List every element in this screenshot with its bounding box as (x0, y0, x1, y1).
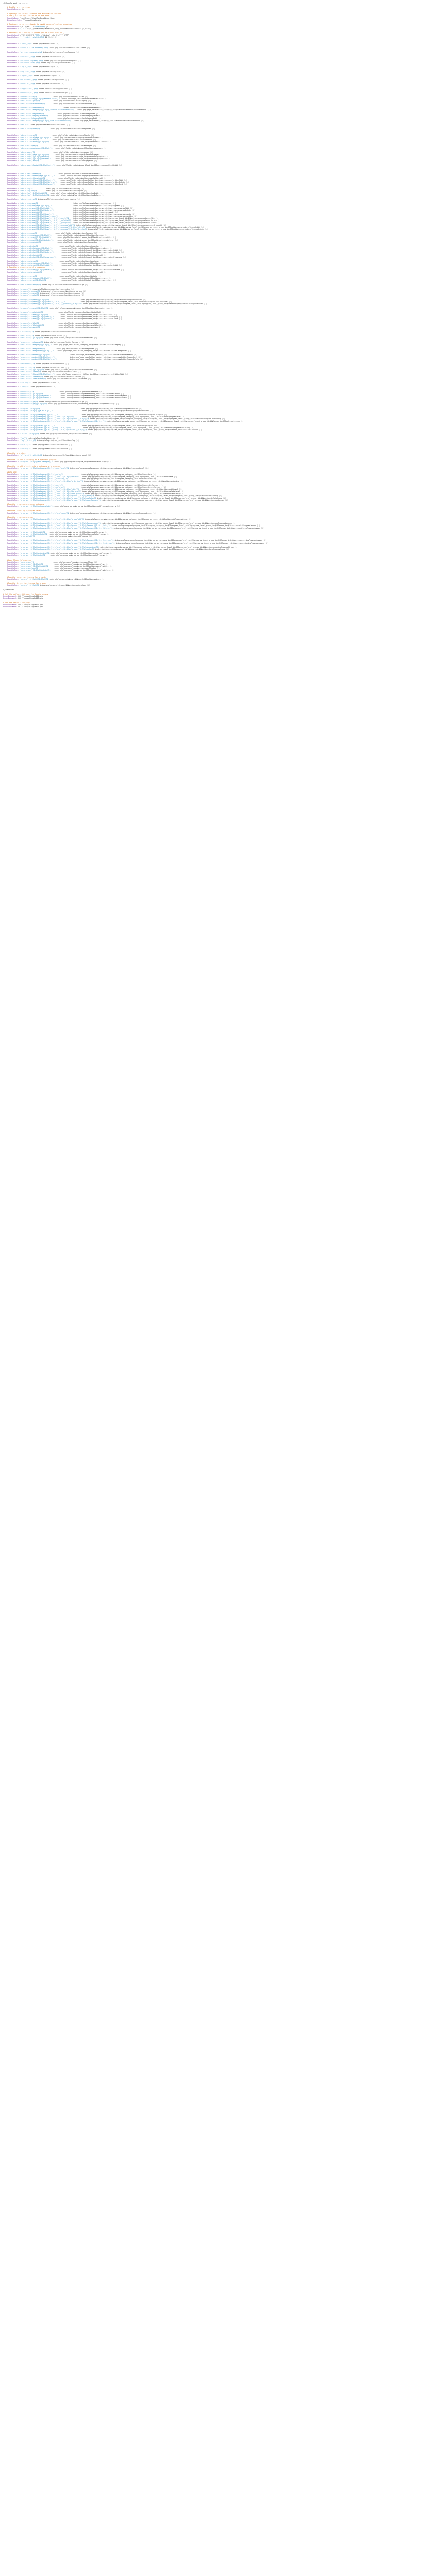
code-line: RewriteRule ^admin-categories/?$ index.php?folder=admin&action=categories [L] (7, 128, 95, 130)
code-line: RewriteRule ^admin-programs/([0-9]+)/levels/([0-9]+)/groups/add/?$ index.php?folder=admin&program_id=$1&program_level_id=$2&action=programLevelGroupAdd [L] (7, 224, 166, 226)
code-line: RewriteRule ^auditFilter/?$ index.php?action=auditFilter [L] (7, 367, 69, 369)
comment-text: #Rewrite a product (3, 452, 26, 454)
code-line: RewriteRule ^newsletter-member/([0-9]+)/delete/?$ index.php?page_newsletter_member_id=$1&action=newsletterMemberDelete [L] (7, 358, 143, 361)
code-line: RewriteRule ^admin/?$ index.php?folder=admin&action=index [L] (7, 124, 70, 126)
code-line: RewriteRule ^admin-students/add/?$ index.php?folder=admin&action=studentAdd [L] (7, 253, 107, 256)
code-line: RewriteRule ^admin-students/([0-9]+)/edit/?$ index.php?folder=admin&student_id=$1&action=studentEdit [L] (7, 249, 122, 252)
code-line: RewriteRule ^index\.php$ index.php?action=index [L] (7, 42, 60, 45)
code-line: RewriteRule ^admin-programs/([0-9]+)/levels/([0-9]+)/groups/?$ index.php?folder=admin&program_id=$1&program_level_id=$2&action=programLevelGroups [L] (7, 222, 161, 224)
comment-text: #Rewrite creating a group (3, 516, 33, 518)
comment-text: # Redirect to correct domain to avoid canonicalization problems (3, 23, 72, 26)
code-line: RewriteRule ^password-request\.php$ index.php?action=passwordRequest [L] (7, 59, 81, 62)
code-line: RewriteRule ^program-([0-9]+)/category-([0-9]+)/delete/?$ index.php?pg=program&program_id=$1&program_category_id=$2&action=deleteCategory [L] (7, 486, 166, 488)
code-line: RewriteRule ^newsletter-category/?$ index.php?action=newsletterCategory [L] (7, 341, 84, 344)
code-line: RewriteRule ^program-([0-9]+)/category-([0-9]+)/level-([0-9]+)/add-group/?$ index.php?pg=program&program_id=$1&program_category_id=$2&program_level_id=$3&action=addGroup [L] (7, 493, 185, 495)
code-line: RewriteRule ^program-([0-9]+)/level-([0-9]+)/?$ index.php?pg=program&program_id=$1&program_level_id=$2&action=programLevel [L] (7, 424, 162, 427)
code-line: RewriteRule ^admin-programs/page-([0-9]+)/?$ index.php?folder=admin&page=$1&action=programs [L] (7, 205, 124, 207)
code-line: RewriteRule ^program-([0-9]+)/category-([0-9]+)/level-([0-9]+)/group/add/?$ index.php?pg=program&program_id=$1&program_category_id=$2&program_level_id=$3&action=addProgramGroup [L] (7, 518, 192, 521)
code-line: RewriteRule ^points/([0-9]+)/([0-9]+)/?$ index.php?pg=points&year=$1&month=$2&action=points [L] (7, 578, 105, 580)
comment-text: #DATA API (3, 471, 17, 473)
code-line: RewriteRule ^instructor/?$ index.php?folder=instructor&action=index [L] (7, 330, 80, 333)
code-line: RewriteRule ^auditFilter/([0-9]+)/?$ index.php?audit_filter_id=$1&action=auditFilter [L] (7, 369, 97, 371)
code-line: RewriteRule ^newsletterFilters/([0-9]+)/edit/?$ index.php?page_newsletter_filter_id=$1&action=newsletterFilterEdit [L] (7, 373, 128, 376)
code-line: RewriteRule ^newsletter-categories/([0-9]+)/?$ index.php?page_newsletter_category_id=$1&action=newsletterCategories [L] (7, 349, 132, 352)
code-line: RewriteRule ^addNewsletterMembers/?$ index.php?action=addNewsletterMembers [L] (7, 106, 106, 109)
code-line: RewriteRule ^program-([0-9]+)/category-([0-9]+)/level-([0-9]+)/group-([0-9]+)/data/?$ index.php?pg=program&program_id=$1&program_category_id=$2&program_level_id=$3&program_level_group_id=$4&action=dataProgramGroup [L] (7, 548, 230, 550)
comment-text: #Rewrite to add a category to a specific program (3, 459, 57, 461)
code-line: RewriteRule ^admin-lessons/([0-9]+)/delete/?$ index.php?folder=admin&lesson_id=$1&action=lessonDelete [L] (7, 239, 118, 241)
code-line: RewriteRule ^login\.php$ index.php?action=login [L] (7, 66, 60, 69)
code-line: RewriteRule ^program/add/?$ index.php?pg=program&action=addProgram [L] (7, 535, 92, 538)
code-line: RewriteRule ^faq/?$ index.php?pg=faq&action=faq [L] (7, 437, 60, 439)
comment-text: #Rewrite creating a program level (3, 510, 41, 512)
comment-text: #Rewrite to add a level into a category of a program (3, 465, 61, 467)
code-line: ErrorDocument 403 /ThongAdSimple403.php (3, 597, 43, 600)
code-line: RewriteRule ^newsMembers/?$ index.php?action=newsMembers [L] (7, 362, 69, 365)
code-line: RewriteRule ^program-([0-9]+)/category-([0-9]+)/level-([0-9]+)/group-([0-9]+)/lesson/add/?$ index.php?pg=program&program_id=$1&program_category_id=$2&program_level_id=$3&program_level_group_id=$4&action=addProgramLesson [L] (7, 522, 236, 525)
code-line: RewriteRule ^membership/?$ index.php?pg=membership&action=membership [L] (7, 390, 106, 393)
code-line: RewriteRule ^memberships\.php$ index.php?action=memberships [L] (7, 91, 72, 94)
code-line: RewriteRule ^program-([0-9]+)/data/?$ index.php?pg=program&program_id=$1&action=dataProgram [L] (7, 554, 109, 557)
code-line: RewriteRule ^admin-newsletters/([0-9]+)/edit/?$ index.php?folder=admin&newsletter_id=$1&action=newsletterEdit [L] (7, 179, 127, 181)
code-line: RewriteRule ^membership/([0-9]+)/payment/?$ index.php?pg=membership&membership_id=$1&action=membershipPayment [L] (7, 394, 132, 397)
code-line: RewriteRule ^admin-newsletters/add/?$ index.php?folder=admin&action=newsletterAdd [L] (7, 177, 107, 179)
code-line: RewriteRule ^mypages/tickets/([0-9]+)/?$ index.php?folder=mypages&ticket_id=$1&action=ticket [L] (7, 313, 117, 316)
code-line: RewriteCond %{HTTP_HOST} !^localhost$ [NC] (7, 25, 51, 28)
code-line: RewriteRule ^open-plugs/([0-9]+)/?$ index.php?pg=openPlugs&plug_id=$1&action=openPlug [L] (7, 563, 109, 565)
code-line: RewriteRule ^mypages/password/?$ index.php?folder=mypages&action=password [L] (7, 326, 104, 329)
code-line: RewriteRule ^newsletterCategories/?$ index.php?action=newsletterCategories [L] (7, 113, 100, 115)
code-line: RewriteRule ^mypages/profile/?$ index.php?folder=mypages&action=profile [L] (7, 322, 103, 325)
code-line: RewriteRule ^newsletterCategoryEdit/?$ index.php?action=newsletterCategoryEdit [L] (7, 117, 102, 120)
code-line: RewriteRule ^mypages/tickets/([0-9]+)/close/?$ index.php?folder=mypages&ticket_id=$1&action=ticketClose [L] (7, 317, 122, 320)
code-line: RewriteEngine On (7, 8, 24, 11)
code-line: RewriteRule ^mypages/programs/([0-9]+)/levels/([0-9]+)/?$ index.php?folder=mypages&program_id=$1&program_level_id=$2&action=programLevelOverview [L] (7, 300, 172, 303)
code-line: RewriteRule ^mypages/programs/([0-9]+)/levels/([0-9]+)/groups/([0-9]+)/?$ index.php?folder=mypages&program_id=$1&program_level_id=$2&program_level_group_id=$3&action=programLevelGroupOverview [L] (7, 302, 207, 305)
code-line: RewriteRule ^admin-tickets/?$ index.php?folder=admin&action=tickets [L] (7, 275, 102, 277)
code-line: RewriteRule ^newsletter/?$ index.php?action=newsletter [L] (7, 334, 67, 337)
code-line: RewriteRule ^admin-programs/([0-9]+)/levels/([0-9]+)/delete/?$ index.php?folder=admin&program_id=$1&program_level_id=$2&action=programLevelDelete [L] (7, 219, 161, 222)
code-line: RewriteRule ^register\.php$ index.php?action=register [L] (7, 70, 66, 73)
code-line: RewriteRule ^program-([0-9]+)/level-([0-9]+)/group-([0-9]+)/lesson-([0-9]+)/?$ index.php?pg=program&program_id=$1&program_level_id=$2&program_level_group_id=$3&lesson_id=$4&action=lesson [L] (7, 429, 202, 431)
code-line: RewriteCond %{THE_REQUEST} ^GET\ .*/index\.(php|html?)\ HTTP (7, 34, 69, 37)
code-line: RewriteRule ^newsletterFilterAdd/?$ index.php?action=newsletterFilterAdd [L] (7, 375, 85, 378)
code-line: RewriteRule ^(.*)$ http://localhost/LastMinute/Shop/ForDemoDirectShop/$1 [L,R=301] (7, 27, 91, 30)
code-line: RewriteRule ^program-([0-9]+)/category-([0-9]+)/?$ index.php?pg=program&program_id=$1&program_category_id=$2&action=programCategory [L] (7, 414, 167, 416)
code-line: RewriteRule ^newsletter-categories/?$ index.php?action=newsletterCategories [L] (7, 347, 99, 350)
code-line: RewriteRule ^admin-pages/([0-9]+)/edit/?$ index.php?folder=admin&page_id=$1&action=pageEdit [L] (7, 156, 110, 158)
code-line: RewriteRule ^admin-programs/([0-9]+)/levels/add/?$ index.php?folder=admin&program_id=$1&action=programLevelAdd [L] (7, 215, 138, 218)
code-line: RewriteRule ^admin-teachers/add/?$ index.php?folder=admin&action=teacherAdd [L] (7, 270, 107, 273)
code-line: RewriteRule ^program-([0-9]+)/category-([0-9]+)/level-([0-9]+)/data/?$ index.php?pg=program&program_id=$1&program_category_id=$2&program_level_id=$3&action=data [L] (7, 476, 177, 478)
code-line: RewriteRule ^admin-clientadd/?$ index.php?folder=admin&action=clientAdd [L] (7, 139, 96, 141)
comment-text: # Rewrite a single area of a resource (3, 266, 45, 269)
code-line: RewriteRule ^mypages/?$ index.php?folder=mypages&action=index [L] (7, 287, 74, 290)
code-line: ErrorDocument 401 /ThongAdSimple401.php (3, 605, 43, 608)
comment-text: # Redirect URLs ending in /index.php or /index.html to / (3, 31, 65, 34)
code-line: ErrorDocument 404 /ThongAdSimple404.php (3, 595, 43, 598)
code-line: RewriteRule ^program-([0-9]+)/category-([0-9]+)/level-([0-9]+)/ordering/?$ index.php?pg=program&program_id=$1&program_category_id=$2&program_level_id=$3&action=ordering [L] (7, 480, 184, 482)
code-line: RewriteRule ^contacts\.php$ index.php?action=contacts [L] (7, 55, 66, 58)
code-line: <IfModule mod_rewrite.c> (3, 2, 28, 4)
code-line: RewriteRule ^newsletterFilters/?$ index.php?action=newsletterFilters [L] (7, 371, 81, 374)
code-line: RewriteRule ^program-([0-9]+)/level-([0-9]+)/group-([0-9]+)/?$ index.php?pg=program&program_id=$1&program_level_id=$2&program_level_group_id=$3&action=programLevelGroup [L] (7, 426, 195, 429)
code-line: RewriteRule ^program-([0-9]+)/category-([0-9]+)/ordering/?$ index.php?pg=program&program_id=$1&program_category_id=$2&action=ordering [L] (7, 478, 160, 480)
code-line: RewriteRule ^program-([0-9]+)/category-([0-9]+)/level-([0-9]+)/?$ index.php?pg=program&program_id=$1&program_category_id=$2&program_level_id=$3&action=programLevel [L] (7, 416, 186, 418)
comment-text: #Rewrite creating a program category (3, 503, 44, 506)
code-line: RewriteRule ^index/?$ index.php?action=index [L] (7, 386, 57, 388)
code-line: RewriteRule ^(.*)index\.(php|html?)$ $1 [R=301,L] (7, 36, 58, 39)
comment-text: # Set the default 404 page for Apache errors (3, 592, 48, 595)
code-line: RewriteRule ^admin-teachers/page-([0-9]+)/?$ index.php?folder=admin&page=$1&action=teachers [L] (7, 262, 113, 265)
code-line: RewriteRule ^addNewsletter/?$ index.php?action=addNewsletter [L] (7, 96, 88, 98)
code-line: RewriteRule ^admin-messages/page-([0-9]+)/?$ index.php?folder=admin&page=$1&action=messages [L] (7, 147, 107, 149)
code-line: RewriteRule ^admin-clientedit/([0-9]+)/?$ index.php?folder=admin&client_id=$1&action=clientEdit [L] (7, 141, 113, 143)
code-line: RewriteRule ^program-([0-9]+)/ordering/?$ index.php?pg=program&program_id=$1&action=orderingProgram [L] (7, 552, 113, 555)
code-line: RewriteRule ^newsletterUnsubscribe/?$ index.php?action=newsletterUnsubscribe [L] (7, 102, 96, 105)
code-line: RewriteRule ^admin-messages/?$ index.php?folder=admin&action=messages [L] (7, 145, 96, 147)
code-line: RewriteRule ^admin-lessons/([0-9]+)/edit/?$ index.php?folder=admin&lesson_id=$1&action=lessonEdit [L] (7, 236, 116, 239)
code-line: RewriteRule ^password-sent\.php$ index.php?action=passwordSent [L] (7, 61, 75, 64)
code-line: RewriteRule ^admin-lessons/?$ index.php?folder=admin&action=lessons [L] (7, 232, 97, 235)
code-line: RewriteRule ^admin-results/?$ index.php?folder=admin&action=results [L] (7, 198, 80, 200)
code-line: RewriteRule ^about-us\.php$ index.php?action=aboutUs [L] (7, 83, 65, 86)
code-line: RewriteRule ^program-([0-9]+)/category-([0-9]+)/level-([0-9]+)/group-([0-9]+)/lesson-([0-9]+)/edit/?$ index.php?pg=program&program_id=$1&program_category_id=$2&program_level_id=$3&program_level_group_id=$4&lesson_id=$5&action=editProgramLesson [L] (7, 524, 260, 527)
code-line: RewriteRule ^admin-tickets/([0-9]+)/?$ index.php?folder=admin&ticket_id=$1&action=ticket [L] (7, 279, 116, 282)
code-line: RewriteRule ^admin-newsletters/([0-9]+)/send/?$ index.php?folder=admin&newsletter_id=$1&action=newsletterSend [L] (7, 183, 127, 185)
code-line: RewriteRule ^admin-memberships/?$ index.php?folder=admin&action=memberships [L] (7, 283, 88, 286)
code-line: RewriteRule ^membership/([0-9]+)/success/?$ index.php?pg=membership&membership_id=$1&action=membershipSuccess [L] (7, 397, 132, 399)
code-line: RewriteRule ^admin-clients/?$ index.php?folder=admin&action=clients [L] (7, 134, 94, 137)
code-line: RewriteRule ^admin-students/([0-9]+)/programs/?$ index.php?folder=admin&student_id=$1&action=studentPrograms [L] (7, 256, 126, 258)
code-line: RewriteRule ^admin-newsletters/page-([0-9]+)/?$ index.php?folder=admin&page=$1&action=newsletters [L] (7, 175, 115, 177)
code-line: RewriteRule ^admin-clients/page-([0-9]+)/?$ index.php?folder=admin&page=$1&action=clients [L] (7, 136, 105, 139)
code-line: RewriteRule ^admin-teachers/([0-9]+)/edit/?$ index.php?folder=admin&teacher_id=$1&action=teacherEdit [L] (7, 264, 122, 267)
code-line: RewriteRule ^program-([0-9]+)/category-([0-9]+)/level-([0-9]+)/group-([0-9]+)/lesson-([0-9]+)/?$ index.php?pg=program&program_id=$1&program_category_id=$2&program_level_id=$3&program_level_group_id=$4&lesson_id=$5&action=lesson [L] (7, 420, 244, 422)
code-line: RewriteRule ^mypages/programs/?$ index.php?folder=mypages&action=programs [L] (7, 290, 86, 292)
code-line: RewriteRule ^results/?$ index.php?pg=results&action=results [L] (7, 444, 72, 446)
code-line: RewriteRule ^admin-students/?$ index.php?folder=admin&action=students [L] (7, 245, 103, 248)
code-line: RewriteRule ^membership/([0-9]+)/?$ index.php?pg=membership&membership_id=$1&action=membership [L] (7, 392, 124, 395)
code-line: RewriteRule ^newsletterFilterDelete/?$ index.php?action=newsletterFilterDelete [L] (7, 377, 91, 380)
code-line: RewriteRule ^admin-newsletters/([0-9]+)/delete/?$ index.php?folder=admin&newsletter_id=$1&action=newsletterDelete [L] (7, 181, 129, 183)
code-line: RewriteRule ^program-([0-9]+)/edit/?$ index.php?pg=program&program_id=$1&action=editProgram [L] (7, 531, 108, 533)
code-line: RewriteRule ^suggestions\.php$ index.php?action=suggestions [L] (7, 87, 72, 90)
code-line: RewriteRule ^addNewsletter/([0-9]+)/addNewsletter/?$ index.php?page_id=$1&action=addNewsletter [L] (7, 98, 108, 100)
code-line: RewriteRule ^newsletter-member/([0-9]+)/edit/?$ index.php?page_newsletter_member_id=$1&action=newsletterMemberEdit [L] (7, 356, 142, 359)
code-line: RewriteRule ^trainee/?$ index.php?action=trainee [L] (7, 382, 61, 384)
comment-text: # Specify the folder in which the application resides. (3, 12, 63, 15)
code-line: RewriteRule ^admin-programs/([0-9]+)/edit/?$ index.php?folder=admin&program_id=$1&action=programEdit [L] (7, 207, 134, 209)
code-line: RewriteRule ^admin-programs/([0-9]+)/delete/?$ index.php?folder=admin&program_id=$1&action=programDelete [L] (7, 209, 136, 211)
code-line: RewriteRule ^program-([0-9]+)/category-([0-9]+)/level-([0-9]+)/group-([0-9]+)/?$ index.php?pg=program&program_id=$1&program_category_id=$2&program_level_id=$3&program_level_group_id=$4&action=programLevelGroup [L] (7, 418, 225, 420)
code-line: RewriteRule ^newsletter-category/([0-9]+)/addNewsletterMembers/?$ index.php?page_newsletter_category_id=$1&action=addNewsletterMembers [L] (7, 109, 151, 111)
code-line: RewriteRule ^program-([0-9]+)/category/add/?$ index.php?pg=program&program_id=$1&action=addProgramCategory [L] (7, 505, 120, 508)
code-line: RewriteRule ^program-([0-9]+)/category-([0-9]+)/level-([0-9]+)/edit/?$ index.php?pg=program&program_id=$1&program_category_id=$2&program_level_id=$3&action=editLevel [L] (7, 488, 183, 491)
comment-text: #Rewrite point the classes for a month (3, 575, 46, 578)
code-line: RewriteRule ^newsletterCategoryDelete/?$ index.php?action=newsletterCategoryDelete [L] (7, 115, 104, 117)
code-line: RewriteRule ^newsletter-category/([0-9]+)/newsletterMembers/?$ index.php?page_newsletter_category_id=$1&action=newsletterMembers [L] (7, 119, 144, 122)
code-line: RewriteRule ^admin-pages/add/?$ index.php?folder=admin&action=pageAdd [L] (7, 160, 97, 162)
code-line: RewriteRule ^mypages/programs/([0-9]+)/?$ index.php?folder=mypages&program_id=$1&action=programOverview [L] (7, 298, 146, 301)
code-line: RewriteRule ^mypages/profile/edit/?$ index.php?folder=mypages&action=profileEdit [L] (7, 324, 107, 327)
code-line: RewriteRule ^newsletter-category/([0-9]+)/?$ index.php?page_newsletter_category_id=$1&action=newsletterCategory [L] (7, 343, 125, 346)
code-line: RewriteRule ^admin-pages/page-([0-9]+)/?$ index.php?folder=admin&page=$1&action=pages [L] (7, 153, 104, 156)
code-line: RewriteRule ^admin-page-blocks/([0-9]+)/edit/?$ index.php?folder=admin&page_block_id=$1&action=pageBlockEdit [L] (7, 164, 122, 166)
code-line: RewriteRule ^program-([0-9]+)/category-([0-9]+)/level-([0-9]+)/group-([0-9]+)/lesson-([0-9]+)/ordering/?$ index.php?pg=program&program_id=$1&program_category_id=$2&program_level_id=$3&program_level_group_id=$4&lesson_id=$5&action=orderingProgramLesson [L] (7, 541, 269, 544)
comment-text: #Open Plugs Information (3, 558, 31, 561)
code-line: ErrorDocument 500 /ThongAdSimple500.php (3, 603, 43, 606)
code-line: RewriteRule ^program-([0-9]+)/category-([0-9]+)/level-([0-9]+)/group-([0-9]+)/edit/?$ index.php?pg=program&program_id=$1&program_category_id=$2&program_level_id=$3&program_level_group_id=$4&action=editGroup [L] (7, 495, 222, 497)
code-line: RewriteRule ^lesson-([0-9]+)/?$ index.php?pg=program&lesson_id=$1&action=lesson [L] (7, 433, 92, 435)
code-line: RewriteRule ^program-([0-9]+)/category-([0-9]+)/level-([0-9]+)/group-([0-9]+)/delete/?$ index.php?pg=program&program_id=$1&program_category_id=$2&program_level_id=$3&program_level_group_id=$4&action=deleteGroup [L] (7, 497, 226, 499)
code-line: RewriteRule ^my-account\.php$ index.php?action=myAccount [L] (7, 79, 69, 81)
code-line: RewriteRule ^admin-faq/?$ index.php?folder=admin&action=faq [L] (7, 188, 84, 190)
code-line: RewriteRule ^admin-teachers/([0-9]+)/delete/?$ index.php?folder=admin&teacher_id=$1&action=teacherDelete [L] (7, 268, 124, 271)
code-line: RewriteRule ^airline-coupons\.php$ index.php?action=airlineCoupons [L] (7, 51, 79, 54)
code-line: RewriteRule ^program-([0-9]+)/category-([0-9]+)/level-([0-9]+)/group-([0-9]+)/lesson-([0-9]+)/delete/?$ index.php?pg=program&program_id=$1&program_category_id=$2&program_level_id=$3&program_level_group_id=$4&lesson_id=$5&action=deleteProgramLesson [L] (7, 527, 265, 529)
code-line: RewriteRule ^program-([0-9]+)/category-([0-9]+)/data/?$ index.php?pg=program&program_id=$1&program_category_id=$2&action=data [L] (7, 473, 156, 476)
code-line: RewriteRule ^mypages/lessons/?$ index.php?folder=mypages&action=lessons [L] (7, 292, 84, 295)
code-line: RewriteRule ^newsletter-member/([0-9]+)/?$ index.php?page_newsletter_member_id=$1&action=newsletterMember [L] (7, 354, 138, 357)
code-line: RewriteRule ^program-([0-9]+)-([a-z0-9-]+)/?$ index.php?pg=program&program_id=$1&slug=$2&action=programOverview [L] (7, 409, 153, 412)
code-line: RewriteRule ^admin-faq/([0-9]+)/edit/?$ index.php?folder=admin&faq_id=$1&action=faqEdit [L] (7, 192, 103, 194)
code-line: RewriteRule ^mypages/tickets/([0-9]+)/reply/?$ index.php?folder=mypages&ticket_id=$1&action=ticketReply [L] (7, 315, 122, 318)
code-line: RewriteRule ^open-plugs/([0-9]+)/edit/?$ index.php?pg=openPlugs&plug_id=$1&action=openPlugEdit [L] (7, 565, 113, 568)
code-line: RewriteRule ^mypages/tickets/?$ index.php?folder=mypages&action=tickets [L] (7, 294, 84, 297)
code-line: RewriteRule ^admin-faq/([0-9]+)/delete/?$ index.php?folder=admin&faq_id=$1&action=faqDelete [L] (7, 194, 105, 196)
code-line: RewriteRule ^admin-students/([0-9]+)/delete/?$ index.php?folder=admin&student_id=$1&action=studentDelete [L] (7, 251, 124, 254)
comment-text: # Use / if the application is in the root. (3, 14, 51, 17)
code-line: RewriteRule ^program-([0-9]+)/category-([0-9]+)/level/add/?$ index.php?pg=program&program_id=$1&program_category_id=$2&action=addProgramLevel [L] (7, 512, 156, 514)
code-line: RewriteRule ^my-memberships/?$ index.php?pg=membership&action=myMemberships [L] (7, 401, 88, 403)
code-line: RewriteRule ^admin-lessons/add/?$ index.php?folder=admin&action=lessonAdd [L] (7, 241, 102, 243)
code-line: RewriteRule ^admin-programs/([0-9]+)/levels/([0-9]+)/groups/([0-9]+)/delete/?$ index.php?folder=admin&program_id=$1&program_level_id=$2&program_level_group_id=$3&action=programLevelGroupDelete [L] (7, 228, 208, 230)
code-line: RewriteBase /LastMinute/Shop/ForDemoDirectShop/ (7, 16, 56, 19)
code-line: RewriteRule ^program-([0-9]+)/category-([0-9]+)/level-([0-9]+)/delete/?$ index.php?pg=program&program_id=$1&program_category_id=$2&program_level_id=$3&action=deleteLevel [L] (7, 490, 185, 493)
code-line: RewriteRule ^admin-programs/add/?$ index.php?folder=admin&action=programAdd [L] (7, 211, 118, 213)
code-line: RewriteRule ^program-([0-9]+)/add-category/?$ index.php?pg=program&program_id=$1&action=addCategory [L] (7, 461, 113, 463)
code-line: RewriteRule ^program-([0-9]+)/category-([0-9]+)/level-([0-9]+)/group-([0-9]+)/add-lesson/?$ index.php?pg=program&program_id=$1&program_category_id=$2&program_level_id=$3&program_level_group_id=$4&action=addLesson [L] (7, 499, 228, 501)
code-line: RewriteRule ^admin-pages/([0-9]+)/delete/?$ index.php?folder=admin&page_id=$1&action=pageDelete [L] (7, 158, 112, 160)
code-line: RewriteRule ^program-([0-9]+)/category-([0-9]+)/level-([0-9]+)/group-([0-9]+)/ordering/?$ index.php?pg=program&program_id=$1&program_category_id=$2&program_level_id=$3&program_level_group_id=$4&action=orderingProgramGroup [L] (7, 546, 238, 548)
comment-text: # Enable url rewriting (3, 6, 30, 9)
code-line: RewriteRule ^admin-newsletters/?$ index.php?folder=admin&action=newsletters [L] (7, 173, 105, 175)
code-line: RewriteRule ^program-([0-9]+)/delete/?$ index.php?pg=program&program_id=$1&action=deleteProgram [L] (7, 533, 110, 536)
code-line: RewriteRule ^cheap-airline-tickets\.php$ index.php?action=cheapAirlineTickets [L] (7, 46, 90, 49)
code-line: </IfModule> (3, 588, 14, 591)
code-line: RewriteRule ^admin-teachers/?$ index.php?folder=admin&action=teachers [L] (7, 260, 103, 263)
code-line: RewriteRule ^mypages/lessons/([0-9]+)/?$ index.php?folder=mypages&lesson_id=$1&action=lessonOverview [L] (7, 307, 114, 310)
code-line: RewriteRule ^program-([0-9]+)/?$ index.php?pg=program&program_id=$1&action=programOverview [L] (7, 407, 143, 410)
code-line: RewriteRule ^admin-programs/([0-9]+)/levels/([0-9]+)/groups/([0-9]+)/edit/?$ index.php?folder=admin&program_id=$1&program_level_id=$2&program_level_group_id=$3&action=programLevelGroupEdit [L] (7, 226, 204, 228)
code-line: RewriteRule ^faq/([0-9]+)/?$ index.php?pg=faq&faq_id=$1&action=faq [L] (7, 439, 79, 442)
code-line: RewriteRule ^admin-programs/([0-9]+)/levels/?$ index.php?folder=admin&program_id=$1&action=programLevels [L] (7, 213, 136, 215)
code-line: RewriteRule ^points/([0-9]+)/?$ index.php?pg=points&year=$1&action=pointsYear [L] (7, 584, 90, 587)
code-line: RewriteRule ^logout\.php$ index.php?action=logout [L] (7, 74, 62, 77)
code-line: RewriteRule ^program-([0-9]+)/category-([0-9]+)/level-([0-9]+)/group-([0-9]+)/lesson-([0-9]+)/preview/?$ index.php?pg=program&program_id=$1&program_category_id=$2&program_level_id=$3&program_level_group_id=$4&lesson_id=$5&action=previewProgramLesson [L] (7, 539, 267, 542)
code-line: RewriteRule ^open-plugs/add/?$ index.php?pg=openPlugs&action=openPlugAdd [L] (7, 567, 101, 570)
code-line: RewriteRule ^program-([0-9]+)/category-([0-9]+)/add-level/?$ index.php?pg=program&program_id=$1&program_category_id=$2&action=addLevel [L] (7, 467, 149, 469)
comment-text: # Set the default 500 page (3, 601, 30, 604)
code-line: RewriteRule ^p/([a-z0-9-]+)\.html$ index.php?pg=product&slug=$1&action=product [L] (7, 454, 91, 456)
code-line: RewriteRule ^my-memberships/([0-9]+)/?$ index.php?pg=membership&user_membership_id=$1&action=myMembership [L] (7, 403, 119, 405)
comment-text: #Rewrite direct the classes for a year (3, 582, 46, 585)
code-line: RewriteRule ^admin-pages/?$ index.php?folder=admin&action=pages [L] (7, 151, 93, 154)
code-line: RewriteRule ^admin-faq/add/?$ index.php?folder=admin&action=faqAdd [L] (7, 190, 87, 192)
code-line: RewriteRule ^admin-tickets/page-([0-9]+)/?$ index.php?folder=admin&page=$1&action=tickets [L] (7, 277, 112, 280)
code-line: RewriteRule ^newsletterSignup/?$ index.php?action=newsletterSignup [L] (7, 100, 91, 103)
code-line: RewriteRule ^mypages/tickets/add/?$ index.php?folder=mypages&action=ticketAdd [L] (7, 311, 105, 314)
code-line: RewriteRule ^program-([0-9]+)/category-([0-9]+)/edit/?$ index.php?pg=program&program_id=$1&program_category_id=$2&action=editCategory [L] (7, 484, 164, 486)
code-line: RewriteRule ^open-plugs/?$ index.php?pg=openPlugs&action=openPlugs [L] (7, 561, 97, 563)
code-line: RewriteRule ^admin-lessons/page-([0-9]+)/?$ index.php?folder=admin&page=$1&action=lessons [L] (7, 234, 108, 237)
code-line: DirectoryIndex /ThongAdSimple.php (7, 19, 41, 22)
code-line: RewriteRule ^admin-programs/?$ index.php?folder=admin&action=programs [L] (7, 202, 116, 205)
code-line: RewriteRule ^admin-programs/([0-9]+)/levels/([0-9]+)/edit/?$ index.php?folder=admin&program_id=$1&program_level_id=$2&action=programLevelEdit [L] (7, 217, 159, 220)
code-line: RewriteRule ^feature/?$ index.php?pg=feature&action=feature [L] (7, 448, 72, 450)
code-line: RewriteRule ^admin-students/page-([0-9]+)/?$ index.php?folder=admin&page=$1&action=students [L] (7, 247, 113, 250)
code-line: RewriteRule ^open-plugs/([0-9]+)/delete/?$ index.php?pg=openPlugs&plug_id=$1&action=openPlugDelete [L] (7, 569, 115, 572)
code-line: RewriteRule ^newsletter/([0-9]+)/?$ index.php?newsletter_id=$1&action=newsletterView [L] (7, 337, 97, 340)
